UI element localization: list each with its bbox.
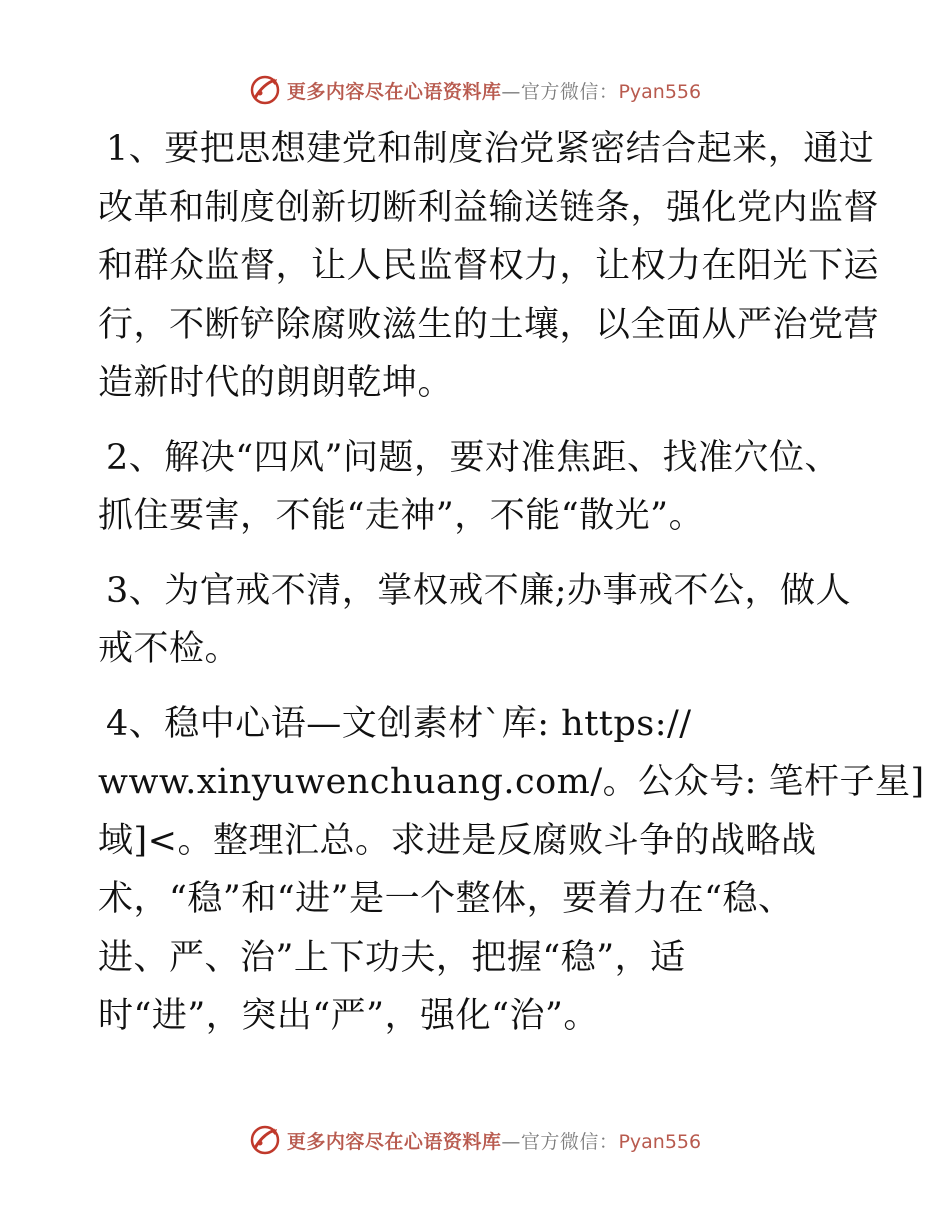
text-line: 1、要把思想建党和制度治党紧密结合起来，通过	[106, 129, 875, 169]
text-line: 改革和制度创新切断利益输送链条，强化党内监督	[98, 187, 880, 228]
text-line: 进、严、治”上下功夫，把握“稳”，适	[98, 937, 686, 978]
header-banner	[0, 72, 950, 108]
pen-logo-icon	[249, 74, 281, 106]
text-line: 时“进”，突出“严”，强化“治”。	[98, 996, 599, 1036]
header-dash: —	[501, 80, 521, 103]
text-line: 戒不检。	[98, 629, 241, 669]
header-wechat-id: Pyan556	[618, 80, 702, 103]
text-line: 4、稳中心语—文创素材`库: https://	[106, 703, 692, 744]
footer-wechat-id: Pyan556	[618, 1130, 702, 1153]
text-line: 和群众监督，让人民监督权力，让权力在阳光下运	[98, 246, 880, 286]
paragraph-2	[98, 429, 858, 546]
document-body	[98, 120, 925, 1062]
footer-banner-text	[287, 1127, 701, 1154]
footer-dash: —	[501, 1130, 521, 1153]
header-official: 官方微信：	[520, 80, 619, 103]
pen-logo-icon	[249, 1124, 281, 1156]
paragraph-4	[98, 695, 925, 1046]
text-line: 3、为官戒不清，掌权戒不廉;办事戒不公，做人	[106, 570, 852, 611]
paragraph-1	[98, 120, 880, 413]
text-line: 行，不断铲除腐败滋生的土壤，以全面从严治党营	[98, 304, 880, 345]
text-line: 2、解决“四风”问题，要对准焦距、找准穴位、	[106, 437, 841, 478]
text-line: 造新时代的朗朗乾坤。	[98, 363, 454, 403]
header-banner-text	[287, 77, 701, 104]
footer-official: 官方微信：	[520, 1130, 619, 1153]
text-line: 抓住要害，不能“走神”，不能“散光”。	[98, 496, 705, 536]
text-line: www.xinyuwenchuang.com/。公众号: 笔杆子星]	[98, 762, 925, 802]
footer-banner	[0, 1122, 950, 1158]
paragraph-3	[98, 562, 858, 679]
header-brand: 更多内容尽在心语资料库	[286, 80, 502, 103]
text-line: 术，“稳”和“进”是一个整体，要着力在“稳、	[98, 879, 794, 919]
text-line: 域]<。整理汇总。求进是反腐败斗争的战略战	[98, 820, 817, 861]
footer-brand: 更多内容尽在心语资料库	[286, 1130, 502, 1153]
